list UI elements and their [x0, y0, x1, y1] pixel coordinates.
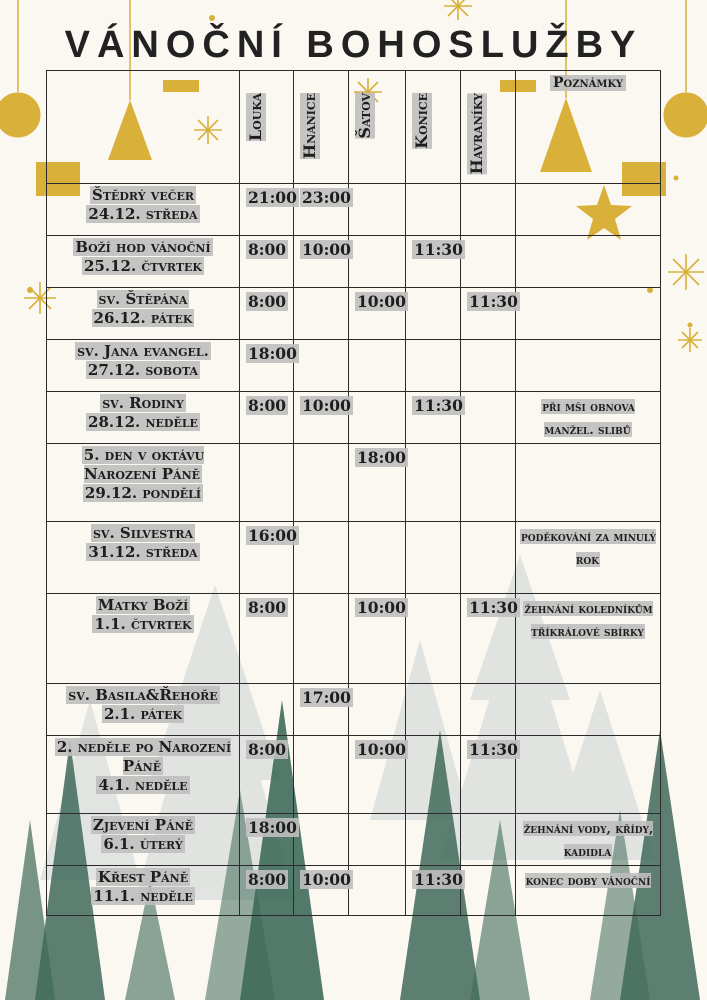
time-cell: [240, 522, 297, 594]
time-cell: [461, 340, 516, 392]
time-cell: [349, 236, 406, 288]
mass-time: 10:00: [357, 598, 406, 617]
time-cell: [240, 736, 294, 814]
time-cell: [461, 392, 516, 444]
time-cell: [294, 444, 349, 522]
feast-date: 28.12. neděle: [88, 412, 198, 431]
time-cell: [294, 340, 349, 392]
time-cell: [406, 392, 461, 444]
note-text: žehnání vody, křídy, kadidla: [523, 821, 654, 859]
time-cell: [406, 736, 461, 814]
feast-name: 5. den v oktávu Narození Páně: [83, 446, 205, 483]
feast-date: 25.12. čtvrtek: [84, 256, 202, 275]
time-cell: [349, 866, 406, 916]
note-text: žehnání koledníkům tříkrálové sbírky: [524, 601, 653, 639]
mass-time: 8:00: [248, 240, 287, 259]
feast-name: sv. Rodiny: [102, 394, 184, 412]
note-cell: [516, 736, 661, 814]
time-cell: [240, 184, 297, 236]
day-cell: [47, 522, 240, 594]
table-row: [47, 444, 661, 522]
time-cell: [461, 236, 516, 288]
mass-time: 11:30: [414, 240, 463, 259]
time-cell: [349, 736, 406, 814]
note-cell: [516, 522, 661, 594]
note-cell: [516, 684, 661, 736]
mass-time: 18:00: [248, 818, 297, 837]
feast-date: 27.12. sobota: [87, 360, 199, 379]
feast-date: 1.1. čtvrtek: [94, 614, 192, 633]
note-text: při mši obnova manžel. slibů: [542, 399, 635, 437]
parish-header: Šatov: [349, 71, 406, 184]
time-cell: [461, 814, 516, 866]
table-row: [47, 392, 661, 444]
time-cell: [240, 866, 294, 916]
time-cell: [461, 184, 516, 236]
note-cell: [516, 184, 661, 236]
time-cell: [349, 594, 406, 684]
note-cell: [516, 866, 661, 916]
mass-time: 21:00: [248, 188, 297, 207]
time-cell: [461, 522, 516, 594]
feast-date: 31.12. středa: [88, 542, 198, 561]
time-cell: [294, 736, 349, 814]
time-cell: [406, 522, 461, 594]
mass-time: 8:00: [248, 396, 287, 415]
day-cell: [47, 340, 240, 392]
table-row: [47, 684, 661, 736]
day-cell: [47, 444, 240, 522]
note-text: poděkování za minulý rok: [521, 529, 656, 567]
time-cell: [406, 684, 461, 736]
note-cell: [516, 392, 661, 444]
note-cell: [516, 288, 661, 340]
mass-time: 18:00: [357, 448, 406, 467]
notes-header: Poznámky: [516, 71, 661, 184]
note-text: konec doby vánoční: [525, 873, 651, 888]
mass-time: 11:30: [469, 292, 518, 311]
feast-name: sv. Silvestra: [92, 524, 194, 542]
note-cell: [516, 814, 661, 866]
note-cell: [516, 444, 661, 522]
table-row: [47, 340, 661, 392]
mass-time: 23:00: [302, 188, 351, 207]
time-cell: [240, 236, 294, 288]
feast-name: Matky Boží: [97, 596, 189, 614]
feast-name: Křest Páně: [97, 868, 189, 886]
feast-name: sv. Basila&Řehoře: [68, 686, 218, 704]
day-cell: [47, 736, 240, 814]
time-cell: [294, 866, 349, 916]
time-cell: [406, 594, 461, 684]
time-cell: [294, 814, 349, 866]
mass-time: 10:00: [357, 740, 406, 759]
day-cell: [47, 392, 240, 444]
time-cell: [349, 288, 406, 340]
day-cell: [47, 684, 240, 736]
feast-date: 4.1. neděle: [98, 775, 188, 794]
feast-name: 2. neděle po Narození Páně: [56, 738, 232, 775]
day-cell: [47, 184, 240, 236]
page-title: VÁNOČNÍ BOHOSLUŽBY: [64, 24, 643, 66]
day-cell: [47, 866, 240, 916]
time-cell: [461, 866, 516, 916]
time-cell: [240, 288, 294, 340]
time-cell: [294, 594, 349, 684]
mass-time: 10:00: [302, 396, 351, 415]
mass-time: 10:00: [302, 870, 351, 889]
parish-header: Konice: [406, 71, 461, 184]
time-cell: [240, 392, 294, 444]
time-cell: [406, 814, 461, 866]
time-cell: [240, 340, 297, 392]
time-cell: [240, 594, 294, 684]
mass-time: 11:30: [414, 396, 463, 415]
mass-time: 17:00: [302, 688, 351, 707]
feast-name: sv. Štěpána: [98, 290, 188, 308]
mass-time: 8:00: [248, 740, 287, 759]
note-cell: [516, 236, 661, 288]
time-cell: [461, 444, 516, 522]
time-cell: [294, 288, 349, 340]
feast-name: Boží hod vánoční: [75, 238, 211, 256]
table-row: [47, 866, 661, 916]
parish-header: Havraníky: [461, 71, 516, 184]
time-cell: [349, 444, 406, 522]
mass-time: 8:00: [248, 598, 287, 617]
parish-header: Hnanice: [294, 71, 349, 184]
day-cell: [47, 288, 240, 340]
feast-name: Štědrý večer: [91, 186, 195, 204]
table-row: [47, 184, 661, 236]
time-cell: [349, 522, 406, 594]
time-cell: [406, 340, 461, 392]
header-row: [47, 71, 661, 184]
time-cell: [461, 684, 516, 736]
time-cell: [461, 736, 516, 814]
time-cell: [349, 814, 406, 866]
mass-time: 11:30: [414, 870, 463, 889]
time-cell: [294, 236, 349, 288]
table-row: [47, 594, 661, 684]
time-cell: [461, 288, 516, 340]
time-cell: [294, 522, 349, 594]
time-cell: [406, 444, 461, 522]
feast-date: 2.1. pátek: [103, 704, 183, 723]
time-cell: [349, 184, 406, 236]
time-cell: [406, 184, 461, 236]
time-cell: [349, 340, 406, 392]
note-cell: [516, 594, 661, 684]
mass-time: 8:00: [248, 870, 287, 889]
feast-name: sv. Jana evangel.: [77, 342, 209, 360]
table-row: [47, 736, 661, 814]
feast-date: 11.1. neděle: [93, 886, 193, 905]
mass-time: 11:30: [469, 740, 518, 759]
time-cell: [240, 684, 294, 736]
table-row: [47, 814, 661, 866]
time-cell: [294, 184, 349, 236]
time-cell: [406, 866, 461, 916]
mass-time: 10:00: [302, 240, 351, 259]
feast-date: 24.12. středa: [88, 204, 198, 223]
time-cell: [240, 814, 297, 866]
day-cell: [47, 236, 240, 288]
mass-time: 10:00: [357, 292, 406, 311]
table-row: [47, 522, 661, 594]
table-row: [47, 288, 661, 340]
feast-date: 29.12. pondělí: [84, 483, 202, 502]
day-cell: [47, 814, 240, 866]
mass-time: 16:00: [248, 526, 297, 545]
feast-date: 6.1. úterý: [103, 834, 183, 853]
time-cell: [349, 684, 406, 736]
time-cell: [240, 444, 294, 522]
time-cell: [406, 236, 461, 288]
mass-time: 11:30: [469, 598, 518, 617]
feast-name: Zjevení Páně: [92, 816, 194, 834]
time-cell: [461, 594, 516, 684]
schedule-table: [46, 70, 661, 916]
time-cell: [406, 288, 461, 340]
time-cell: [294, 684, 349, 736]
table-row: [47, 236, 661, 288]
corner-cell: [47, 71, 240, 184]
time-cell: [349, 392, 406, 444]
day-cell: [47, 594, 240, 684]
note-cell: [516, 340, 661, 392]
mass-time: 8:00: [248, 292, 287, 311]
parish-header: Louka: [240, 71, 294, 184]
mass-time: 18:00: [248, 344, 297, 363]
feast-date: 26.12. pátek: [93, 308, 193, 327]
time-cell: [294, 392, 349, 444]
